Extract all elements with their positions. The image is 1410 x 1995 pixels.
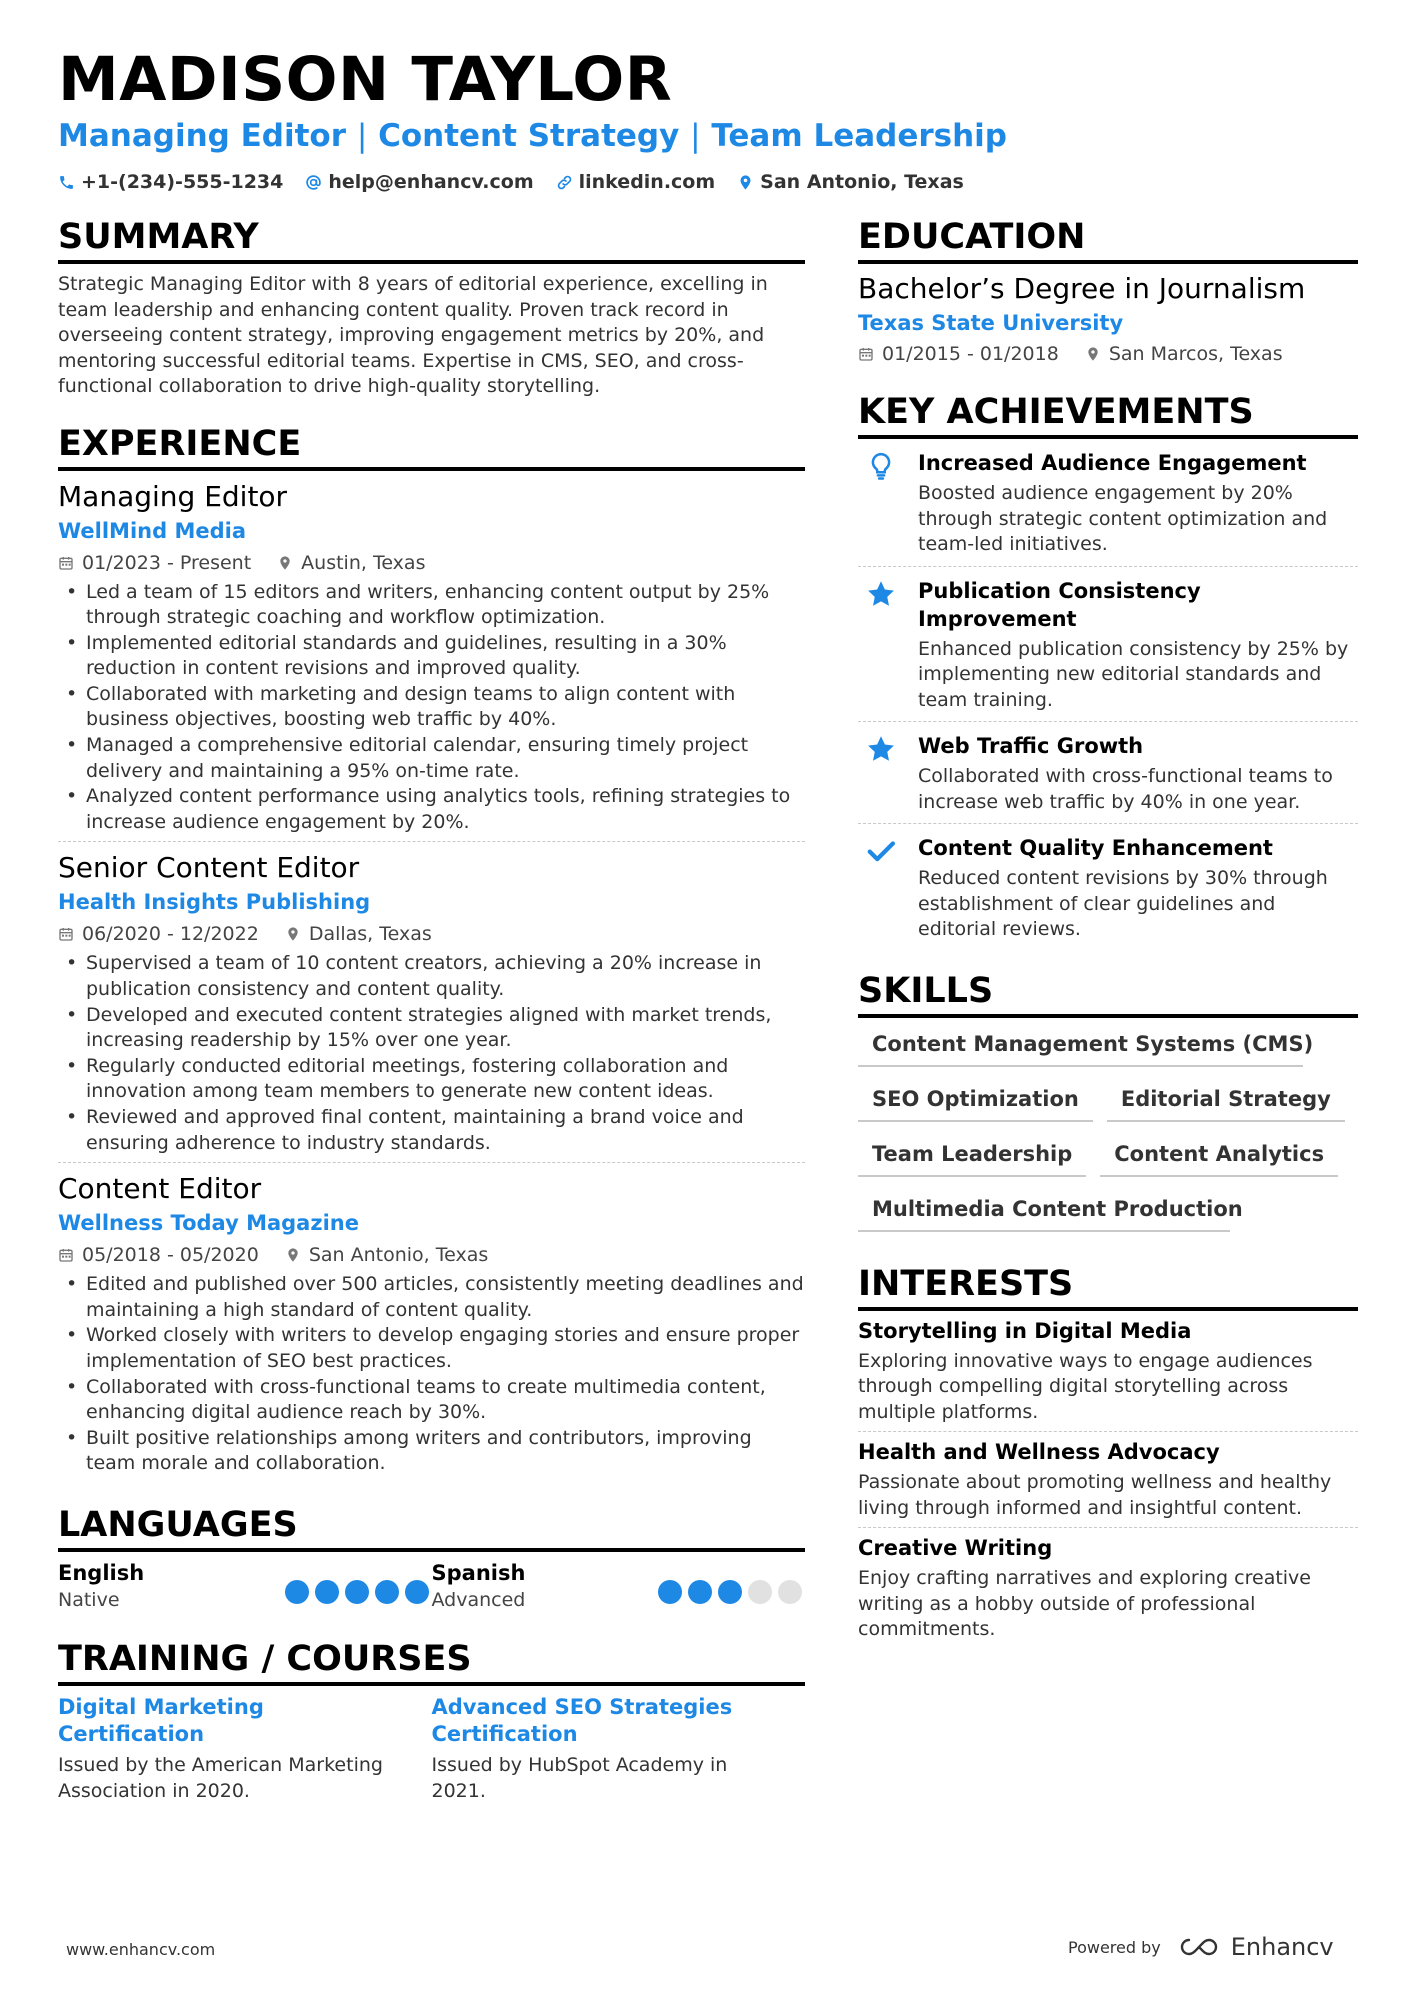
- job-bullets: [58, 580, 805, 836]
- skills-list: [858, 1026, 1358, 1232]
- job-bullet: • Reviewed and approved final content, maintaining a brand voice and ensuring adherence to industry standards.: [58, 1105, 805, 1156]
- education-dates: [858, 340, 1059, 368]
- language-rating: [285, 1572, 429, 1613]
- headline-separator: |: [690, 118, 701, 154]
- job-bullet: • Regularly conducted editorial meetings, fostering collaboration and innovation among team members to generate new content ideas.: [58, 1054, 805, 1105]
- skill-tag: Multimedia Content Production: [858, 1191, 1230, 1232]
- rating-dot-filled: [285, 1580, 309, 1604]
- job-company: Wellness Today Magazine: [58, 1211, 359, 1236]
- job-location: [277, 549, 425, 577]
- job-bullet: • Led a team of 15 editors and writers, enhancing content output by 25% through strategic coaching and workflow optimization.: [58, 580, 805, 631]
- language-item: [58, 1560, 432, 1613]
- achievement-title: Increased Audience Engagement: [918, 451, 1307, 475]
- languages-list: [58, 1560, 805, 1613]
- contact-phone[interactable]: [58, 168, 283, 196]
- calendar-icon: [58, 555, 74, 571]
- rating-dot-filled: [658, 1580, 682, 1604]
- job-dates: [58, 920, 259, 948]
- linkedin-text: linkedin.com: [578, 171, 716, 193]
- headline-part: Content Strategy: [378, 118, 680, 154]
- training-section: [58, 1637, 805, 1804]
- contact-linkedin[interactable]: [556, 168, 716, 196]
- rating-dot-empty: [778, 1580, 802, 1604]
- language-rating: [658, 1572, 802, 1613]
- education-location: [1085, 340, 1283, 368]
- calendar-icon: [858, 346, 874, 362]
- job-bullet: • Worked closely with writers to develop engaging stories and ensure proper implementation of SEO best practices.: [58, 1323, 805, 1374]
- interest-item: [858, 1432, 1358, 1528]
- interest-item: [858, 1311, 1358, 1433]
- achievement-title: Web Traffic Growth: [918, 734, 1144, 758]
- interest-desc: Enjoy crafting narratives and exploring creative writing as a hobby outside of professional commitments.: [858, 1567, 1311, 1640]
- left-column: [58, 215, 805, 1804]
- achievement-item: [858, 439, 1358, 567]
- headline-part: Team Leadership: [711, 118, 1007, 154]
- education-location-text: San Marcos, Texas: [1108, 343, 1283, 365]
- course-desc: Issued by the American Marketing Association in 2020.: [58, 1753, 383, 1802]
- star-icon: [866, 579, 896, 609]
- job-bullets: [58, 951, 805, 1156]
- job-bullet: • Developed and executed content strategies aligned with market trends, increasing readership by 15% over one year.: [58, 1003, 805, 1054]
- rating-dot-filled: [315, 1580, 339, 1604]
- job-bullet: • Supervised a team of 10 content creators, achieving a 20% increase in publication consistency and content quality.: [58, 951, 805, 1002]
- achievement-title: Content Quality Enhancement: [918, 836, 1273, 860]
- job-bullets: [58, 1272, 805, 1477]
- job-location-text: San Antonio, Texas: [308, 1244, 489, 1267]
- summary-text: Strategic Managing Editor with 8 years of editorial experience, excelling in team leadership and enhancing content quality. Proven track record in overseeing content strategy, improving engagement metrics by 20%, and mentoring successful editorial teams. Expertise in CMS, SEO, and cross-functional collaboration to drive high-quality storytelling.: [58, 273, 768, 397]
- phone-icon: [58, 174, 75, 191]
- courses-list: [58, 1694, 805, 1804]
- achievements-heading: KEY ACHIEVEMENTS: [858, 390, 1358, 439]
- skill-tag: Team Leadership: [858, 1136, 1086, 1177]
- rating-dot-filled: [688, 1580, 712, 1604]
- job-entry: [58, 850, 805, 1163]
- footer-website[interactable]: www.enhancv.com: [66, 1940, 216, 1959]
- job-location: [285, 920, 432, 948]
- headline: [58, 115, 1007, 157]
- job-entry: [58, 1171, 805, 1483]
- interest-title: Health and Wellness Advocacy: [858, 1440, 1220, 1464]
- location-pin-icon: [285, 926, 301, 942]
- language-level: Advanced: [431, 1588, 526, 1611]
- experience-section: [58, 422, 805, 1483]
- achievement-item: [858, 722, 1358, 824]
- experience-heading: EXPERIENCE: [58, 422, 805, 471]
- calendar-icon: [58, 926, 74, 942]
- job-dates: [58, 1241, 259, 1269]
- education-heading: EDUCATION: [858, 215, 1358, 264]
- job-bullet: • Managed a comprehensive editorial calendar, ensuring timely project delivery and maintaining a 95% on-time rate.: [58, 733, 805, 784]
- skill-tag: Content Management Systems (CMS): [858, 1026, 1303, 1067]
- contact-bar: [58, 168, 964, 196]
- course-item: [432, 1694, 806, 1804]
- language-name: English: [58, 1560, 145, 1585]
- job-location: [285, 1241, 488, 1269]
- brand-name: Enhancv: [1230, 1933, 1334, 1961]
- skills-section: [858, 969, 1358, 1232]
- rating-dot-filled: [345, 1580, 369, 1604]
- job-meta: [58, 920, 805, 948]
- job-company: WellMind Media: [58, 518, 246, 543]
- at-icon: [305, 174, 322, 191]
- checkmark-icon: [866, 836, 896, 866]
- location-pin-icon: [737, 174, 754, 191]
- achievements-section: [858, 390, 1358, 951]
- interests-section: [858, 1262, 1358, 1649]
- languages-heading: LANGUAGES: [58, 1503, 805, 1552]
- skill-tag: Editorial Strategy: [1107, 1081, 1345, 1122]
- education-meta: [858, 340, 1358, 368]
- location-pin-icon: [277, 555, 293, 571]
- education-school: Texas State University: [858, 311, 1124, 335]
- interest-desc: Passionate about promoting wellness and healthy living through informed and insightful content.: [858, 1471, 1332, 1519]
- location-pin-icon: [285, 1247, 301, 1263]
- contact-email[interactable]: [305, 168, 533, 196]
- right-column: [858, 215, 1358, 1649]
- achievement-item: [858, 567, 1358, 723]
- achievement-desc: Reduced content revisions by 30% through establishment of clear guidelines and editorial reviews.: [918, 867, 1328, 940]
- location-pin-icon: [1085, 346, 1101, 362]
- email-text: help@enhancv.com: [328, 171, 534, 193]
- interest-title: Creative Writing: [858, 1536, 1053, 1560]
- headline-part: Managing Editor: [58, 118, 347, 154]
- summary-section: [58, 215, 805, 400]
- interest-desc: Exploring innovative ways to engage audiences through compelling digital storytelling across multiple platforms.: [858, 1349, 1313, 1423]
- powered-by-text: Powered by: [1068, 1937, 1161, 1957]
- achievement-item: [858, 824, 1358, 951]
- job-company: Health Insights Publishing: [58, 890, 371, 915]
- achievement-title: Publication Consistency Improvement: [918, 578, 1201, 631]
- interest-title: Storytelling in Digital Media: [858, 1318, 1192, 1343]
- job-bullet: • Edited and published over 500 articles, consistently meeting deadlines and maintaining a high standard of content quality.: [58, 1272, 805, 1323]
- job-meta: [58, 1241, 805, 1269]
- job-entry: [58, 479, 805, 843]
- languages-section: [58, 1503, 805, 1613]
- course-desc: Issued by HubSpot Academy in 2021.: [431, 1753, 728, 1802]
- job-bullet: • Built positive relationships among writers and contributors, improving team morale and collaboration.: [58, 1426, 805, 1477]
- rating-dot-empty: [748, 1580, 772, 1604]
- skills-heading: SKILLS: [858, 969, 1358, 1018]
- education-section: [858, 215, 1358, 368]
- lightbulb-icon: [866, 451, 896, 481]
- contact-location: [737, 168, 964, 196]
- language-item: [432, 1560, 806, 1613]
- course-item: [58, 1694, 432, 1804]
- course-title: Digital Marketing Certification: [58, 1694, 264, 1746]
- job-location-text: Dallas, Texas: [308, 923, 432, 946]
- job-role: Managing Editor: [58, 479, 288, 513]
- language-level: Native: [58, 1588, 120, 1611]
- job-role: Senior Content Editor: [58, 851, 360, 885]
- education-dates-text: 01/2015 - 01/2018: [882, 343, 1059, 365]
- summary-heading: SUMMARY: [58, 215, 805, 264]
- interest-item: [858, 1528, 1358, 1649]
- training-heading: TRAINING / COURSES: [58, 1637, 805, 1686]
- calendar-icon: [58, 1247, 74, 1263]
- rating-dot-filled: [375, 1580, 399, 1604]
- achievement-desc: Boosted audience engagement by 20% through strategic content optimization and team-led initiatives.: [918, 482, 1328, 555]
- job-bullet: • Analyzed content performance using analytics tools, refining strategies to increase audience engagement by 20%.: [58, 784, 805, 835]
- job-bullet: • Implemented editorial standards and guidelines, resulting in a 30% reduction in content revisions and improved quality.: [58, 631, 805, 682]
- job-dates-text: 01/2023 - Present: [82, 551, 252, 574]
- job-bullet: • Collaborated with cross-functional teams to create multimedia content, enhancing digital audience reach by 30%.: [58, 1375, 805, 1426]
- job-location-text: Austin, Texas: [301, 551, 426, 574]
- job-meta: [58, 549, 805, 577]
- interests-heading: INTERESTS: [858, 1262, 1358, 1311]
- job-dates: [58, 549, 251, 577]
- language-name: Spanish: [431, 1560, 526, 1585]
- job-bullet: • Collaborated with marketing and design teams to align content with business objectives, boosting web traffic by 40%.: [58, 682, 805, 733]
- skill-tag: SEO Optimization: [858, 1081, 1093, 1122]
- rating-dot-filled: [718, 1580, 742, 1604]
- job-role: Content Editor: [58, 1172, 262, 1206]
- phone-text: +1-(234)-555-1234: [81, 171, 284, 193]
- link-icon: [556, 174, 573, 191]
- course-title: Advanced SEO Strategies Certification: [431, 1694, 733, 1746]
- rating-dot-filled: [405, 1580, 429, 1604]
- candidate-name: MADISON TAYLOR: [58, 44, 673, 115]
- achievement-desc: Enhanced publication consistency by 25% by implementing new editorial standards and team training.: [918, 637, 1349, 711]
- achievement-desc: Collaborated with cross-functional teams to increase web traffic by 40% in one year.: [918, 765, 1333, 813]
- education-degree: Bachelor’s Degree in Journalism: [858, 272, 1306, 305]
- enhancv-logo-icon: [1175, 1934, 1223, 1960]
- headline-separator: |: [356, 118, 368, 154]
- brand-logo[interactable]: [1175, 1933, 1334, 1961]
- skill-tag: Content Analytics: [1100, 1136, 1338, 1177]
- star-icon: [866, 734, 896, 764]
- footer-branding: [1068, 1933, 1334, 1961]
- job-dates-text: 06/2020 - 12/2022: [82, 923, 259, 946]
- location-text: San Antonio, Texas: [760, 171, 964, 193]
- job-dates-text: 05/2018 - 05/2020: [82, 1244, 259, 1267]
